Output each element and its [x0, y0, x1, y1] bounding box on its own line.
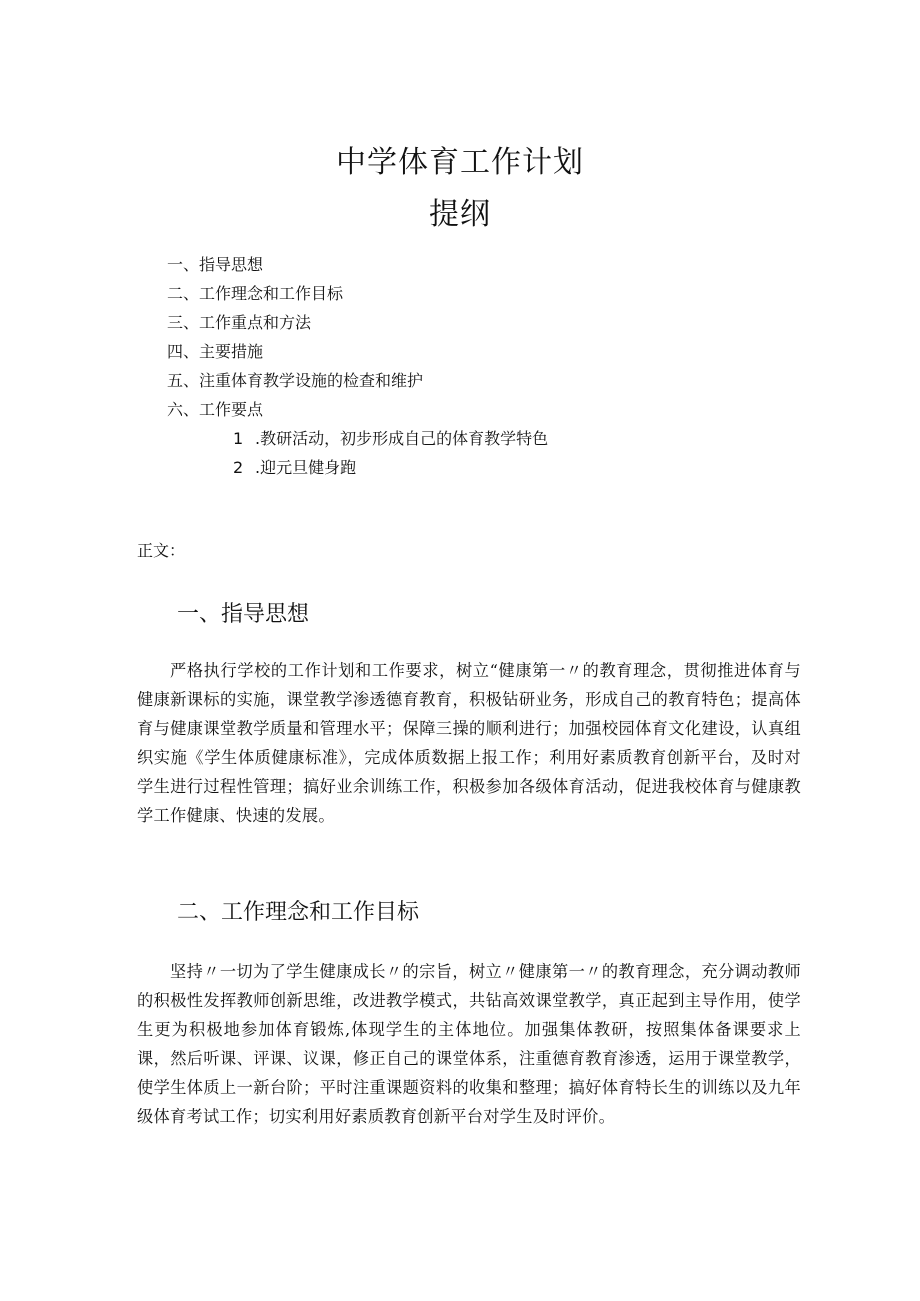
outline-subitem-number: 2: [233, 458, 244, 477]
outline-subitem-text: .迎元旦健身跑: [255, 458, 357, 477]
outline-item: 一、指导思想: [167, 255, 264, 274]
outline-subitem-text: .教研活动，初步形成自己的体育教学特色: [255, 429, 549, 448]
document-subtitle: 提纲: [429, 197, 491, 232]
section-heading-guiding-ideas: 一、指导思想: [177, 602, 310, 627]
section-heading-work-philosophy: 二、工作理念和工作目标: [177, 900, 420, 925]
outline-item: 二、工作理念和工作目标: [167, 284, 344, 303]
outline-subitem: [167, 457, 548, 486]
outline-item: 五、注重体育教学设施的检查和维护: [167, 371, 424, 390]
section-paragraph: 严格执行学校的工作计划和工作要求，树立“健康第一〃的教育理念，贯彻推进体育与健康新课标的实施，课堂教学渗透德育教育，积极钻研业务，形成自己的教育特色；提高体育与健康课堂教学质量和管理水平；保障三操的顺利进行；加强校园体育文化建设，认真组织实施《学生体质健康标准》，完成体质数据上报工作；利用好素质教育创新平台，及时对学生进行过程性管理；搞好业余训练工作，积极参加各级体育活动，促进我校体育与健康教学工作健康、快速的发展。: [137, 661, 801, 825]
outline-list: [167, 254, 548, 486]
outline-subitem: [167, 428, 548, 457]
outline-item: 六、工作要点: [167, 400, 264, 419]
outline-item: 四、主要措施: [167, 342, 264, 361]
body-label: 正文：: [137, 541, 186, 560]
section-paragraph: 坚持〃一切为了学生健康成长〃的宗旨，树立〃健康第一〃的教育理念，充分调动教师的积极性发挥教师创新思维，改进教学模式，共钻高效课堂教学，真正起到主导作用，使学生更为积极地参加体育锻炼,体现学生的主体地位。加强集体教研，按照集体备课要求上课，然后听课、评课、议课，修正自己的课堂体系，注重德育教育渗透，运用于课堂教学，使学生体质上一新台阶；平时注重课题资料的收集和整理；搞好体育特长生的训练以及九年级体育考试工作；切实利用好素质教育创新平台对学生及时评价。: [137, 962, 801, 1126]
outline-subitem-number: 1: [233, 429, 244, 448]
outline-item: 三、工作重点和方法: [167, 313, 312, 332]
document-title: 中学体育工作计划: [336, 145, 584, 180]
